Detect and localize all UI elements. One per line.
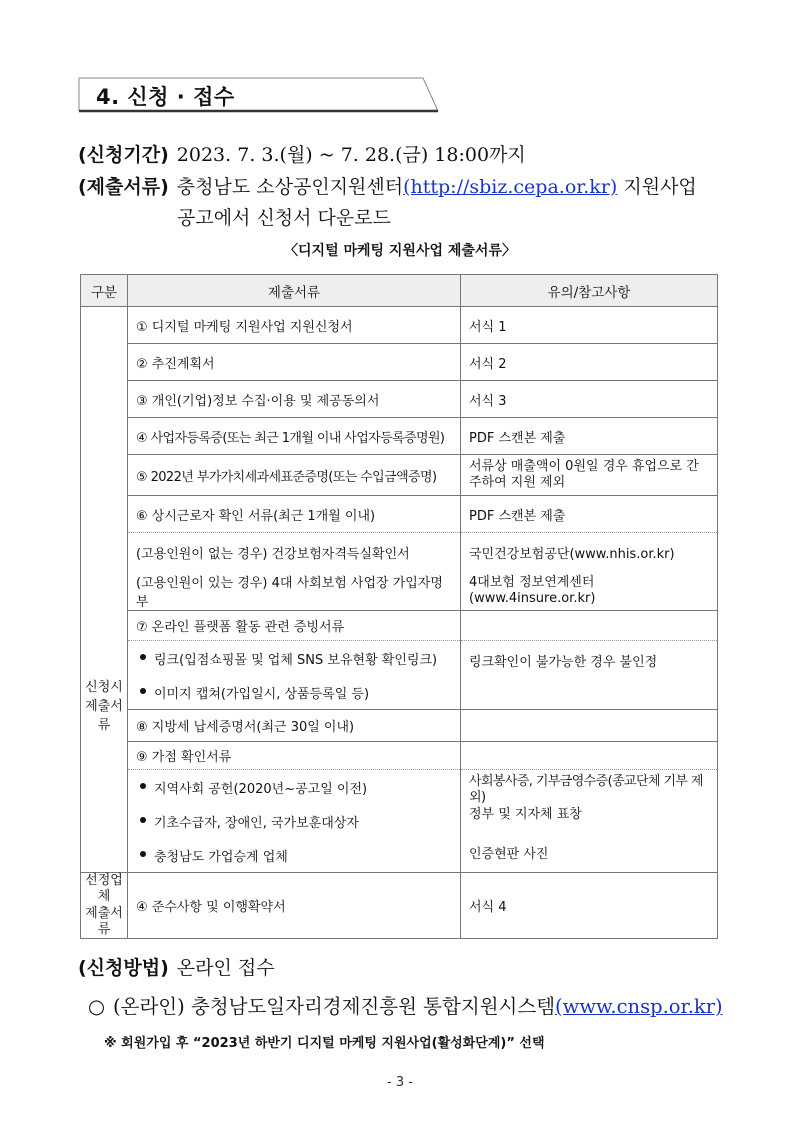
docs-text-after: 지원사업 xyxy=(617,176,697,198)
list-item-text: 링크(입점쇼핑몰 및 업체 SNS 보유현황 확인링크) xyxy=(154,652,438,668)
docs-label: (제출서류) xyxy=(78,176,169,198)
group-label-line1: 선정업체 xyxy=(85,873,123,905)
note-cell xyxy=(461,710,718,742)
note-cell: 서류상 매출액이 0원일 경우 휴업으로 간주하여 지원 제외 xyxy=(461,455,718,496)
table-row xyxy=(81,418,718,455)
table-row xyxy=(81,611,718,641)
doc-cell: ① 디지털 마케팅 지원사업 지원신청서 xyxy=(128,307,461,344)
doc-cell: (고용인원이 있는 경우) 4대 사회보험 사업장 가입자명부 xyxy=(128,572,461,611)
note-cell xyxy=(461,611,718,641)
note-line: 사회봉사증, 기부금영수증(종교단체 기부 제외) xyxy=(469,774,703,806)
docs-line2: 공고에서 신청서 다운로드 xyxy=(177,207,391,229)
header-notes: 유의/참고사항 xyxy=(461,275,718,307)
note-cell: PDF 스캔본 제출 xyxy=(461,496,718,533)
doc-cell: (고용인원이 없는 경우) 건강보험자격득실확인서 xyxy=(128,533,461,572)
note-cell: 서식 3 xyxy=(461,381,718,418)
group-label-line2: 제출서류 xyxy=(85,905,123,937)
table-row xyxy=(81,710,718,742)
period-label: (신청기간) xyxy=(78,144,169,166)
method-label: (신청방법) xyxy=(78,957,169,979)
group-label-line2: 제출서류 xyxy=(85,699,123,733)
doc-cell: ⑧ 지방세 납세증명서(최근 30일 이내) xyxy=(128,710,461,742)
table-row xyxy=(81,496,718,533)
circle-bullet-icon: ○ xyxy=(88,995,106,1018)
section-title: 4. 신청 · 접수 xyxy=(96,85,235,109)
note-cell: 서식 4 xyxy=(461,873,718,939)
doc-cell: ④ 준수사항 및 이행확약서 xyxy=(128,873,461,939)
bullet-icon xyxy=(140,688,146,694)
table-row xyxy=(81,344,718,381)
list-item-text: 충청남도 가업승계 업체 xyxy=(154,849,288,865)
list-item-text: 기초수급자, 장애인, 국가보훈대상자 xyxy=(154,815,359,831)
bullet-icon xyxy=(140,817,146,823)
list-item xyxy=(136,675,452,709)
list-item xyxy=(136,641,452,675)
group-label-line1: 신청시 xyxy=(85,680,123,695)
table-row xyxy=(81,307,718,344)
online-line xyxy=(88,991,723,1019)
period-value: 2023. 7. 3.(월) ~ 7. 28.(금) 18:00까지 xyxy=(176,144,526,166)
doc-cell: ⑦ 온라인 플랫폼 활동 관련 증빙서류 xyxy=(128,611,461,641)
application-period xyxy=(78,140,526,167)
note-cell: PDF 스캔본 제출 xyxy=(461,418,718,455)
table-row-sub xyxy=(81,572,718,611)
header-category: 구분 xyxy=(81,275,128,307)
online-text: (온라인) 충청남도일자리경제진흥원 통합지원시스템 xyxy=(113,995,556,1018)
list-item-text: 이미지 캡쳐(가입일시, 상품등록일 등) xyxy=(154,686,370,702)
table-row-sub xyxy=(81,533,718,572)
table-row-sub xyxy=(81,641,718,710)
signup-note: ※ 회원가입 후 “2023년 하반기 디지털 마케팅 지원사업(활성화단계)” 선택 xyxy=(104,1036,545,1051)
cnsp-link[interactable]: (www.cnsp.or.kr) xyxy=(555,995,723,1018)
note-line: 정부 및 지자체 표창 xyxy=(469,806,582,822)
table-header-row xyxy=(81,275,718,307)
table-row xyxy=(81,873,718,939)
group-application xyxy=(81,307,128,873)
sbiz-link[interactable]: (http://sbiz.cepa.or.kr) xyxy=(403,176,618,198)
table-row xyxy=(81,742,718,770)
list-item xyxy=(136,838,452,872)
doc-cell: ⑥ 상시근로자 확인 서류(최근 1개월 이내) xyxy=(128,496,461,533)
bullet-icon xyxy=(140,851,146,857)
note-cell xyxy=(461,770,718,873)
note-cell: 서식 1 xyxy=(461,307,718,344)
doc-cell-list xyxy=(128,641,461,710)
method-value: 온라인 접수 xyxy=(176,957,275,979)
doc-cell: ④ 사업자등록증(또는 최근 1개월 이내 사업자등록증명원) xyxy=(128,418,461,455)
note-cell: 4대보험 정보연계센터 (www.4insure.or.kr) xyxy=(461,572,718,611)
table-caption: 〈디지털 마케팅 지원사업 제출서류〉 xyxy=(284,243,516,259)
group-selected xyxy=(81,873,128,939)
application-method xyxy=(78,953,275,980)
table-row-sub xyxy=(81,770,718,873)
bullet-icon xyxy=(140,654,146,660)
doc-cell: ⑨ 가점 확인서류 xyxy=(128,742,461,770)
section-heading xyxy=(78,77,438,111)
submission-docs xyxy=(78,172,697,199)
header-documents: 제출서류 xyxy=(128,275,461,307)
doc-cell-list xyxy=(128,770,461,873)
bullet-icon xyxy=(140,783,146,789)
table-row xyxy=(81,455,718,496)
documents-table xyxy=(80,274,718,939)
list-item-text: 지역사회 공헌(2020년~공고일 이전) xyxy=(154,781,368,797)
page-number: - 3 - xyxy=(387,1075,413,1090)
table-row xyxy=(81,381,718,418)
note-cell: 서식 2 xyxy=(461,344,718,381)
note-cell: 국민건강보험공단(www.nhis.or.kr) xyxy=(461,533,718,572)
docs-text: 충청남도 소상공인지원센터 xyxy=(176,176,404,198)
list-item xyxy=(136,804,452,838)
doc-cell: ③ 개인(기업)정보 수집·이용 및 제공동의서 xyxy=(128,381,461,418)
list-item xyxy=(136,770,452,804)
doc-cell: ⑤ 2022년 부가가치세과세표준증명(또는 수입금액증명) xyxy=(128,455,461,496)
note-line: 인증현판 사진 xyxy=(469,846,549,862)
note-cell xyxy=(461,742,718,770)
doc-cell: ② 추진계획서 xyxy=(128,344,461,381)
note-cell: 링크확인이 불가능한 경우 불인정 xyxy=(461,641,718,710)
